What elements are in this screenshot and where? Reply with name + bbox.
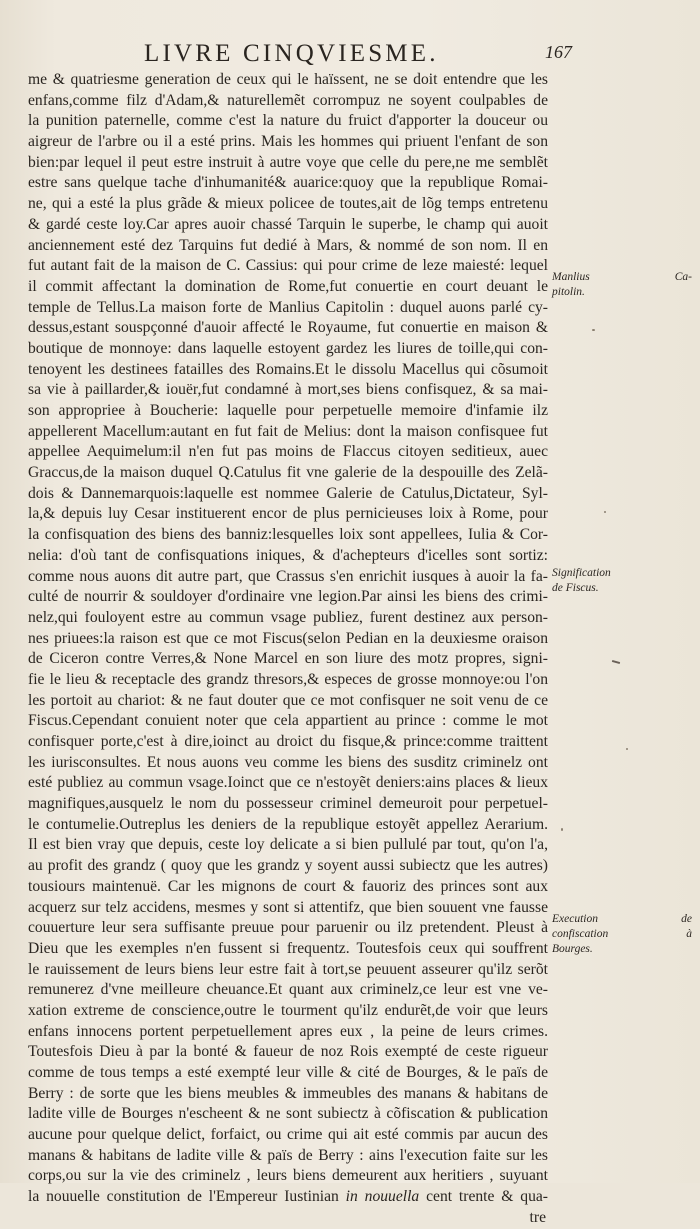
text-line: la confisquation des biens des banniz:lesquelles loix sont appellees, Iulia & Cor-: [28, 526, 548, 544]
text-line: appellerent Macellum:autant en fut fait de Melius: dont la maison confisquee fut: [28, 422, 548, 440]
margin-note-execution: [552, 912, 692, 957]
margin-dash-mark: [612, 660, 620, 664]
text-line: tenoyent les destinees fatailles des Romains.Et le dissolu Macellus qui cõsumoit: [28, 360, 548, 378]
text-line: tre: [529, 1208, 546, 1226]
margin-note-line: confiscation à: [552, 928, 692, 940]
text-line: nes priuees:la raison est que ce mot Fiscus(selon Pedian en la deuxiesme oraison: [28, 629, 548, 647]
text-line: le contumelie.Outreplus les deniers de la republique estoyẽt appellez Aerarium.: [28, 815, 548, 833]
text-line: aucune pour quelque delict, forfaict, ou crime qui ait esté commis par aucun des: [28, 1126, 548, 1144]
text-line: la punition paternelle, comme c'est la nature du fruict d'apporter la douceur ou: [28, 112, 548, 130]
text-line: Toutesfois Dieu à par la bonté & faueur de noz Rois exempté de ceste rigueur: [28, 1043, 548, 1061]
text-line: enfans innocens portent perpetuellement apres eux , la peine de leurs crimes.: [28, 1022, 548, 1040]
margin-note-manlius: [552, 270, 692, 300]
text-line: les iurisconsultes. Et nous auons veu comme les biens des susditz criminelz ont: [28, 753, 548, 771]
text-line: aigreur de l'arbre ou il a esté prins. Mais les hommes qui priuent l'enfant de son: [28, 133, 548, 151]
text-line: magnifiques,ausquelz le nom du possesseur criminel demeuroit pour perpetuel-: [28, 795, 548, 813]
margin-note-line: Execution de: [552, 913, 692, 925]
margin-note-line: Manlius Ca-: [552, 271, 692, 283]
text-line: la nouuelle constitution de l'Empereur Iustinian in nouuella cent trente & qua-: [28, 1188, 548, 1206]
text-line: acquerz sur telz accidens, mesmes y sont si attentifz, que bien souuent vne fausse: [28, 898, 548, 916]
text-line: bien:par lequel il peut estre instruit à autre voye que celle du pere,ne me semblẽt: [28, 153, 548, 171]
text-line: enfans,comme filz d'Adam,& naturellemẽt corrompuz ne soyent coulpables de: [28, 91, 548, 109]
body-text: [28, 70, 548, 1229]
text-line: tousiours maintenuë. Car les mignons de court & fauoriz des princes sont aux: [28, 877, 548, 895]
text-line: fut autant fait de la maison de C. Cassius: qui pour crime de leze maiesté: lequel: [28, 257, 548, 275]
text-line: dessus,estant souspçonné d'auoir affecté le Royaume, fut conuertie en maison &: [28, 319, 548, 337]
page-header: [0, 36, 700, 72]
text-line: manans & habitans de ladite ville & païs de Berry : ains l'execution faite sur les: [28, 1146, 548, 1164]
text-line: Berry : de sorte que les biens meubles & immeubles des manans & habitans de: [28, 1084, 548, 1102]
text-line: les portoit au chariot: & ne faut douter que ce mot confisquer ne soit venu de ce: [28, 691, 548, 709]
text-line: temple de Tellus.La maison forte de Manlius Capitolin : duquel auons parlé cy-: [28, 298, 548, 316]
text-line: ne, qui a esté la plus grãde & mieux policee de toutes,ait de lõg temps entretenu: [28, 195, 548, 213]
text-line: comme de tous temps a esté exempté leur ville & cité de Bourges, & le païs de: [28, 1064, 548, 1081]
text-line: me & quatriesme generation de ceux qui le haïssent, ne se doit entendre que les: [28, 71, 548, 88]
text-line: remunerez d'vne meilleure cheuance.Et quant aux criminelz,ce leur est vne ve-: [28, 981, 548, 999]
text-line: au profit des grandz ( quoy que les grandz y soyent aussi subiectz que les autres): [28, 857, 548, 875]
text-line: nelia: d'où tant de confisquations iniques, & d'achepteurs d'icelles sont sortiz:: [28, 546, 548, 564]
margin-note-fiscus: [552, 566, 692, 596]
margin-note-line: Bourges.: [552, 943, 593, 955]
text-line: sa vie à paillarder,& iouër,fut condamné à mort,ses biens confisquez, & sa mai-: [28, 381, 548, 399]
text-line: ladite ville de Bourges n'escheent & ne sont subiectz à cõfiscation & publication: [28, 1105, 548, 1123]
page-number: 167: [545, 42, 572, 62]
text-line: estre sans quelque tache d'inhumanité& auarice:quoy que la republique Romai-: [28, 174, 548, 192]
text-line: xation extreme de conscience,outre le tourment qu'ilz endurẽt,de voir que leurs: [28, 1001, 548, 1019]
text-line: Il est bien vray que depuis, ceste loy delicate a si bien pullulé par tout, qu'on l'a,: [28, 836, 548, 854]
text-line: comme nous auons dit autre part, que Crassus s'en enrichit iusques à auoir la fa-: [28, 567, 548, 585]
text-line: & gardé ceste loy.Car apres auoir chassé Tarquin le superbe, le champ qui auoit: [28, 215, 548, 233]
margin-note-line: pitolin.: [552, 286, 585, 298]
text-line: culté de nourrir & souldoyer d'ordinaire vne legion.Par ainsi les biens des crimi-: [28, 588, 548, 606]
text-line: nelz,qui fouloyent estre au commun vsage publiez, furent destinez aux person-: [28, 608, 548, 626]
paper-speck: [626, 748, 628, 750]
text-line: il commit affectant la domination de Rome,fut conuertie en court deuant le: [28, 277, 548, 295]
paper-speck: [561, 828, 563, 831]
text-line: la,& depuis luy Cesar instituerent encor de plus pernicieuses loix à Rome, pour: [28, 505, 548, 523]
running-title: LIVRE CINQVIESME.: [144, 40, 439, 67]
text-line: esté publiez au commun vsage.Ioinct que ce n'estoyẽt deniers:ains places & lieux: [28, 774, 548, 792]
text-line: confisquer porte,c'est à dire,ioinct au droict du fisque,& prince:comme traittent: [28, 733, 548, 750]
text-line: de Ciceron contre Verres,& None Marcel en son liure des motz propres, signi-: [28, 650, 548, 668]
text-line: dois & Dannemarquois:laquelle est nommee Galerie de Catulus,Dictateur, Syl-: [28, 484, 548, 502]
text-line: appellee Aequimelum:il n'en fut pas moins de Flaccus citoyen seditieux, auec: [28, 443, 548, 461]
text-line: Dieu que les exemples n'en fussent si frequentz. Toutesfois ceux qui souffrent: [28, 939, 548, 957]
text-line: anciennement esté dez Tarquins fut dedié à Mars, & nommé de son nom. Il en: [28, 236, 548, 254]
paper-speck: [592, 329, 595, 331]
text-line: fie le lieu & receptacle des grandz thresors,& especes de grosse monnoye:ou l'on: [28, 670, 548, 688]
text-line: couuerture leur sera suffisante preuue pour paruenir ou ilz pretendent. Pleust à: [28, 919, 548, 937]
text-line: boutique de monnoye: dans laquelle estoyent gardez les liures de toille,qui con-: [28, 339, 548, 357]
text-line: Graccus,de la maison duquel Q.Catulus fit vne galerie de la despouille des Zelã-: [28, 464, 548, 482]
text-line: son appropriee à Boucherie: laquelle pour perpetuelle memoire d'infamie ilz: [28, 402, 548, 419]
text-line: le rauissement de leurs biens leur estre fait à tort,se peuuent asseurer qu'ilz serõt: [28, 960, 548, 978]
citation-italic: in nouuella: [345, 1188, 420, 1206]
text-line: Fiscus.Cependant conuient noter que cela appartient au prince : comme le mot: [28, 712, 548, 730]
margin-note-line: Signification: [552, 567, 611, 579]
margin-note-line: de Fiscus.: [552, 582, 599, 594]
text-line: corps,ou sur la vie des criminelz , leurs biens demeurent aux heritiers , suyuant: [28, 1167, 548, 1185]
paper-speck: [604, 511, 606, 513]
